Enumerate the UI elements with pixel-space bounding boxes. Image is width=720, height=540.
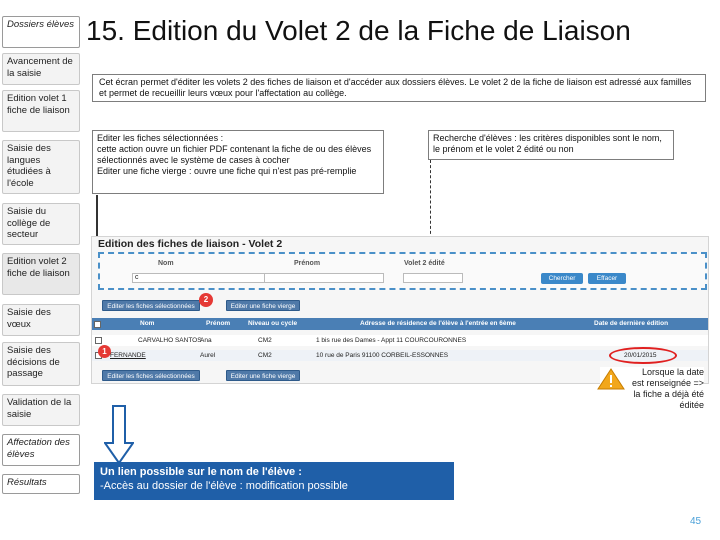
- callout-line-3: Editer une fiche vierge : ouvre une fiche qui n'est pas pré-remplie: [97, 166, 357, 176]
- edit-blank-button-bottom[interactable]: Editer une fiche vierge: [226, 370, 300, 381]
- row-prenom: Ana: [200, 337, 212, 344]
- edit-selected-button-bottom[interactable]: Editer les fiches sélectionnées: [102, 370, 200, 381]
- prenom-input[interactable]: [264, 273, 384, 283]
- nav-item-affectation[interactable]: Affectation des élèves: [2, 434, 80, 466]
- nav-item-dossiers-eleves[interactable]: Dossiers élèves: [2, 16, 80, 48]
- marker-2: 2: [199, 293, 213, 307]
- nav-item-validation[interactable]: Validation de la saisie: [2, 394, 80, 426]
- search-filter: [98, 252, 707, 290]
- nav-item-avancement[interactable]: Avancement de la saisie: [2, 53, 80, 85]
- volet-label: Volet 2 édité: [404, 260, 445, 267]
- col-adresse: Adresse de résidence de l'élève à l'entrée en 6ème: [360, 320, 516, 327]
- marker-1: 1: [98, 345, 111, 358]
- row-prenom: Aurel: [200, 352, 216, 359]
- nav-item-college-secteur[interactable]: Saisie du collège de secteur: [2, 203, 80, 245]
- col-date: Date de dernière édition: [594, 320, 669, 327]
- screen-title: Edition des fiches de liaison - Volet 2: [98, 238, 283, 250]
- page-number: 45: [690, 516, 702, 527]
- row-niveau: CM2: [258, 337, 272, 344]
- nav-item-resultats[interactable]: Résultats: [2, 474, 80, 494]
- nav-item-edition-volet2[interactable]: Edition volet 2 fiche de liaison: [2, 253, 80, 295]
- student-link-line-2: -Accès au dossier de l'élève : modification possible: [100, 480, 348, 492]
- student-link-line-1: Un lien possible sur le nom de l'élève :: [100, 466, 302, 478]
- select-all-checkbox[interactable]: [94, 321, 101, 328]
- reset-button[interactable]: Effacer: [588, 273, 626, 284]
- col-niveau: Niveau ou cycle: [248, 320, 298, 327]
- table-row: [92, 335, 708, 346]
- callout-line-1: Editer les fiches sélectionnées :: [97, 133, 224, 143]
- nav-item-decisions[interactable]: Saisie des décisions de passage: [2, 342, 80, 386]
- warning-icon: [597, 368, 625, 390]
- nav-item-voeux[interactable]: Saisie des vœux: [2, 304, 80, 336]
- row-nom[interactable]: CARVALHO SANTOS: [138, 337, 202, 344]
- row-checkbox[interactable]: [95, 337, 102, 344]
- row-date: 20/01/2015: [624, 352, 657, 359]
- search-button[interactable]: Chercher: [541, 273, 583, 284]
- page-title: 15. Edition du Volet 2 de la Fiche de Liaison: [86, 15, 631, 46]
- nav-item-langues[interactable]: Saisie des langues étudiées à l'école: [2, 140, 80, 194]
- arrow-line-right: [430, 160, 432, 244]
- left-navigation: [0, 0, 82, 540]
- edit-selected-button-top[interactable]: Editer les fiches sélectionnées: [102, 300, 200, 311]
- row-nom[interactable]: FERNANDE: [110, 352, 146, 359]
- col-nom: Nom: [140, 320, 155, 327]
- row-niveau: CM2: [258, 352, 272, 359]
- note-label: Lorsque la date est renseignée => la fiche a déjà été éditée: [631, 367, 704, 410]
- date-highlight: [609, 347, 677, 364]
- nom-label: Nom: [158, 260, 174, 267]
- nom-input[interactable]: c: [132, 273, 280, 283]
- callout-search: Recherche d'élèves : les critères disponibles sont le nom, le prénom et le volet 2 édité ou non: [428, 130, 674, 160]
- row-adresse: 1 bis rue des Dames - Appt 11 COURCOURONNES: [316, 337, 467, 344]
- callout-edit-buttons: [92, 130, 384, 194]
- intro-text: Cet écran permet d'éditer les volets 2 des fiches de liaison et d'accéder aux dossiers élèves. Le volet 2 de la fiche de liaison est adressé aux familles et permet de recueillir leurs vœux pour l'affectation au collège.: [92, 74, 706, 102]
- col-prenom: Prénom: [206, 320, 231, 327]
- nav-item-edition-volet1[interactable]: Edition volet 1 fiche de liaison: [2, 90, 80, 132]
- volet-select[interactable]: [403, 273, 463, 283]
- row-adresse: 10 rue de Paris 91100 CORBEIL-ESSONNES: [316, 352, 449, 359]
- student-link-box: [94, 462, 454, 500]
- prenom-label: Prénom: [294, 260, 321, 267]
- callout-line-2: cette action ouvre un fichier PDF contenant la fiche de ou des élèves sélectionnés avec le système de cases à cocher: [97, 144, 372, 165]
- edit-blank-button-top[interactable]: Editer une fiche vierge: [226, 300, 300, 311]
- down-arrow-icon: [104, 405, 134, 465]
